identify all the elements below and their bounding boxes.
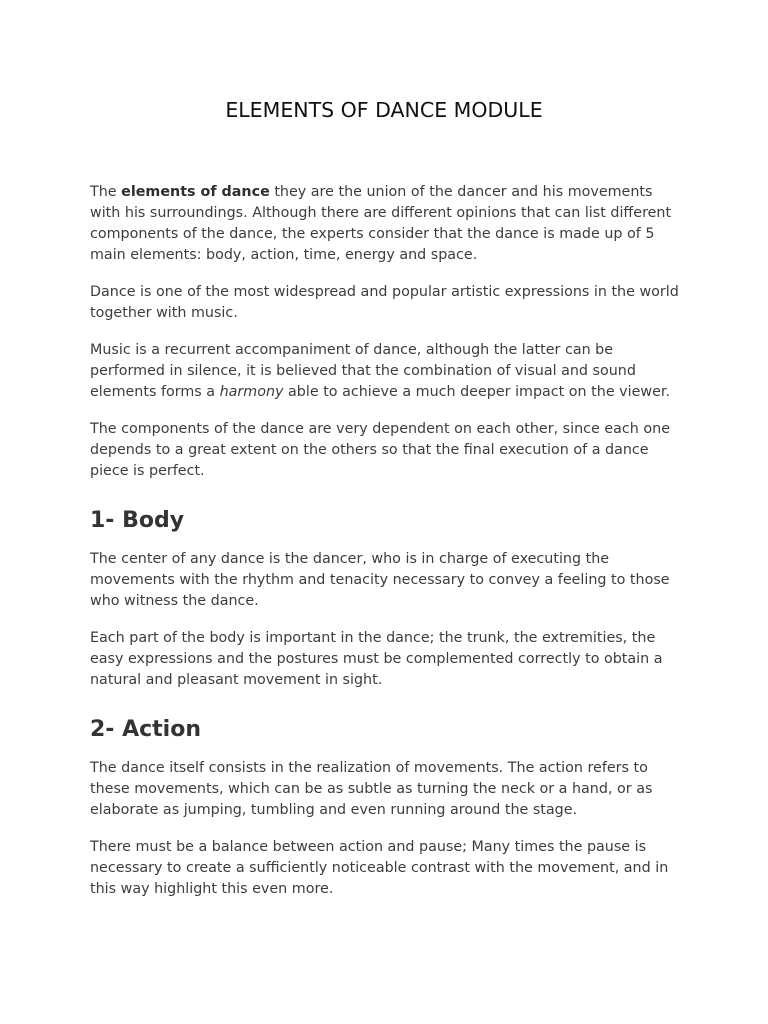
document-body bbox=[90, 182, 680, 900]
intro-p3-pre: Music is a recurrent accompaniment of dance, although the latter can be performed in silence, it is believed that the combination of visual and sound elements forms a bbox=[90, 342, 636, 400]
intro-paragraph-4: The components of the dance are very dependent on each other, since each one depends to a great extent on the others so that the final execution of a dance piece is perfect. bbox=[90, 421, 670, 479]
page-title: ELEMENTS OF DANCE MODULE bbox=[225, 98, 543, 122]
intro-p1-pre: The bbox=[90, 184, 122, 200]
intro-p3-italic: harmony bbox=[219, 384, 284, 400]
intro-paragraph-1 bbox=[90, 182, 680, 266]
intro-paragraph-3 bbox=[90, 340, 680, 403]
section-heading-body: 1- Body bbox=[90, 508, 185, 533]
section-heading-action: 2- Action bbox=[90, 717, 201, 742]
body-paragraph-1: The center of any dance is the dancer, who is in charge of executing the movements with the rhythm and tenacity necessary to convey a feeling to those who witness the dance. bbox=[90, 551, 670, 609]
action-paragraph-2: There must be a balance between action and pause; Many times the pause is necessary to create a sufficiently noticeable contrast with the movement, and in this way highlight this even more. bbox=[90, 839, 669, 897]
intro-p3-post: able to achieve a much deeper impact on the viewer. bbox=[283, 384, 670, 400]
body-paragraph-2: Each part of the body is important in the dance; the trunk, the extremities, the easy expressions and the postures must be complemented correctly to obtain a natural and pleasant movement in sight. bbox=[90, 630, 663, 688]
intro-p1-bold: elements of dance bbox=[121, 184, 270, 200]
intro-p1-post: they are the union of the dancer and his movements with his surroundings. Although there are different opinions that can list different components of the dance, the experts consider that the dance is made up of 5 main elements: body, action, time, energy and space. bbox=[90, 184, 672, 263]
action-paragraph-1: The dance itself consists in the realization of movements. The action refers to these movements, which can be as subtle as turning the neck or a hand, or as elaborate as jumping, tumbling and even running around the stage. bbox=[90, 760, 653, 818]
intro-paragraph-2: Dance is one of the most widespread and popular artistic expressions in the world together with music. bbox=[90, 284, 679, 321]
